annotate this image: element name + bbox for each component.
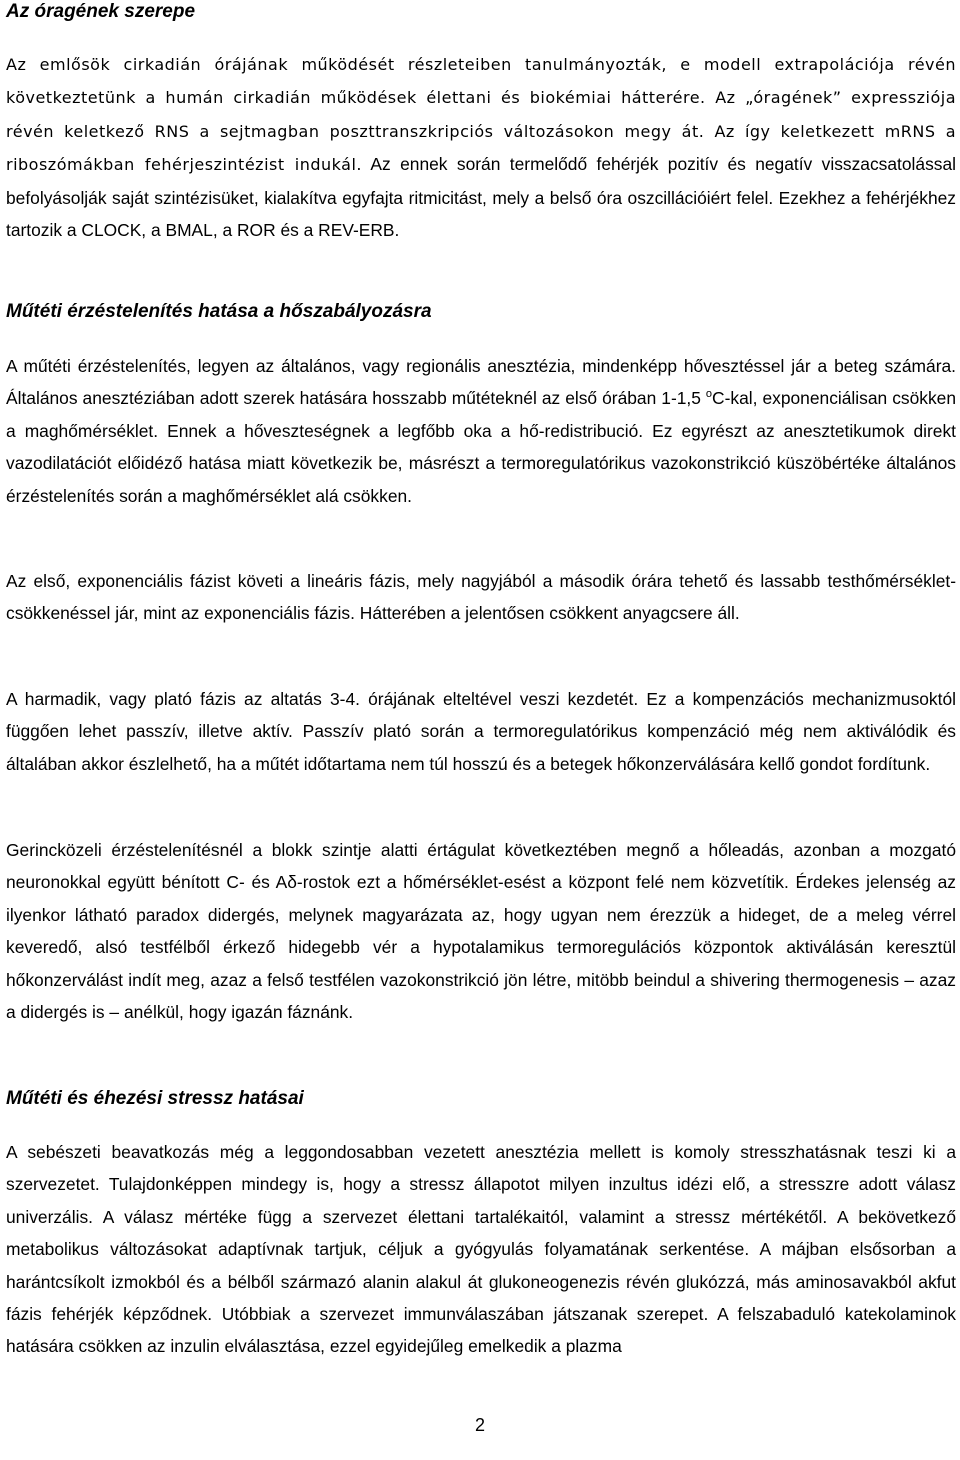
section-heading-clock-genes: Az óragének szerepe — [6, 1, 196, 22]
paragraph-clock-genes-part2: Az ennek során termelődő fehérjék pozitív és negatív visszacsatolással befolyásolják saját szintézisüket, kialakítva egyfajta ritmicitást, mely a belső óra oszcillációiért felel. Ezekhez a fehérjékhez tartozik a CLOCK, a BMAL, a ROR és a REV-ERB. — [6, 154, 956, 241]
paragraph-anesthesia-heat-loss-part1: A műtéti érzéstelenítés, legyen az általános, vagy regionális anesztézia, mindenképp hővesztéssel jár a beteg számára. Általános anesztéziában adott szerek hatására hosszabb műtéteknél az első órában 1-1,5 — [6, 356, 956, 409]
paragraph-neuraxial-anesthesia: Gerincközeli érzéstelenítésnél a blokk szintje alatti értágulat következtében megnő a hőleadás, azonban a mozgató neuronokkal együtt bénított C- és Aδ-rostok ezt a hőmérséklet-esést a központ felé nem közvetítik. Érdekes jelenség az ilyenkor látható paradox didergés, melynek magyarázata az, hogy ugyan nem érezzük a hideget, de a meleg vérrel keveredő, alsó testfélből érkező hidegebb vér a hypotalamikus termoregulációs központok aktiválásán keresztül hőkonzerválást indít meg, azaz a felső testfélen vazokonstrikció jön létre, mitöbb beindul a shivering thermogenesis – azaz a didergés is – anélkül, hogy igazán fáznánk. — [6, 840, 956, 1023]
paragraph-anesthesia-heat-loss-part2: C-kal, exponenciálisan csökken a maghőmérséklet. Ennek a hőveszteségnek a legfőbb oka a hő-redistribució. Ez egyrészt az anesztetikumok direkt vazodilatációt előidéző hatása miatt következik be, másrészt a termoregulatórikus vazokonstrikció küszöbértéke általános érzéstelenítés során a maghőmérséklet alá csökken. — [6, 388, 956, 506]
section-heading-surgical-stress: Műtéti és éhezési stressz hatásai — [6, 1088, 304, 1109]
paragraph-clock-genes — [6, 48, 956, 246]
degree-superscript: o — [705, 388, 713, 401]
paragraph-anesthesia-heat-loss — [6, 350, 956, 512]
paragraph-linear-phase: Az első, exponenciális fázist követi a lineáris fázis, mely nagyjából a második órára tehető és lassabb testhőmérséklet-csökkenéssel jár, mint az exponenciális fázis. Hátterében a jelentősen csökkent anyagcsere áll. — [6, 571, 956, 624]
section-heading-anesthesia-thermoregulation: Műtéti érzéstelenítés hatása a hőszabályozásra — [6, 301, 432, 322]
paragraph-surgical-stress: A sebészeti beavatkozás még a leggondosabban vezetett anesztézia mellett is komoly stresszhatásnak teszi ki a szervezetet. Tulajdonképpen mindegy is, hogy a stressz állapotot milyen inzultus idézi elő, a stresszre adott válasz univerzális. A válasz mértéke függ a szervezet élettani tartalékaitól, valamint a stressz mértékétől. A bekövetkező metabolikus változásokat adaptívnak tartjuk, céljuk a gyógyulás folyamatának serkentése. A májban elsősorban a harántcsíkolt izmokból és a bélből származó alanin alakul át glukoneogenezis révén glukózzá, más aminosavakból akfut fázis fehérjék képződnek. Utóbbiak a szervezet immunválaszában játszanak szerepet. A felszabaduló katekolaminok hatására csökken az inzulin elválasztása, ezzel egyidejűleg emelkedik a plazma — [6, 1142, 956, 1357]
paragraph-plateau-phase: A harmadik, vagy plató fázis az altatás 3-4. órájának elteltével veszi kezdetét. Ez a kompenzációs mechanizmusoktól függően lehet passzív, illetve aktív. Passzív plató során a termoregulatórikus kompenzáció még nem aktiválódik és általában akkor észlelhető, ha a műtét időtartama nem túl hosszú és a betegek hőkonzerválására kellő gondot fordítunk. — [6, 689, 956, 774]
paragraph-clock-genes-part1: Az emlősök cirkadián órájának működését részleteiben tanulmányozták, e modell extrapolációja révén következtetünk a humán cirkadián működések élettani és biokémiai hátterére. Az „óragének” expressziója révén keletkező RNS a sejtmagban poszttranszkripciós változásokon megy át. Az így keletkezett mRNS a riboszómákban fehérjeszintézist indukál. — [6, 55, 956, 175]
page-number: 2 — [474, 1415, 485, 1435]
